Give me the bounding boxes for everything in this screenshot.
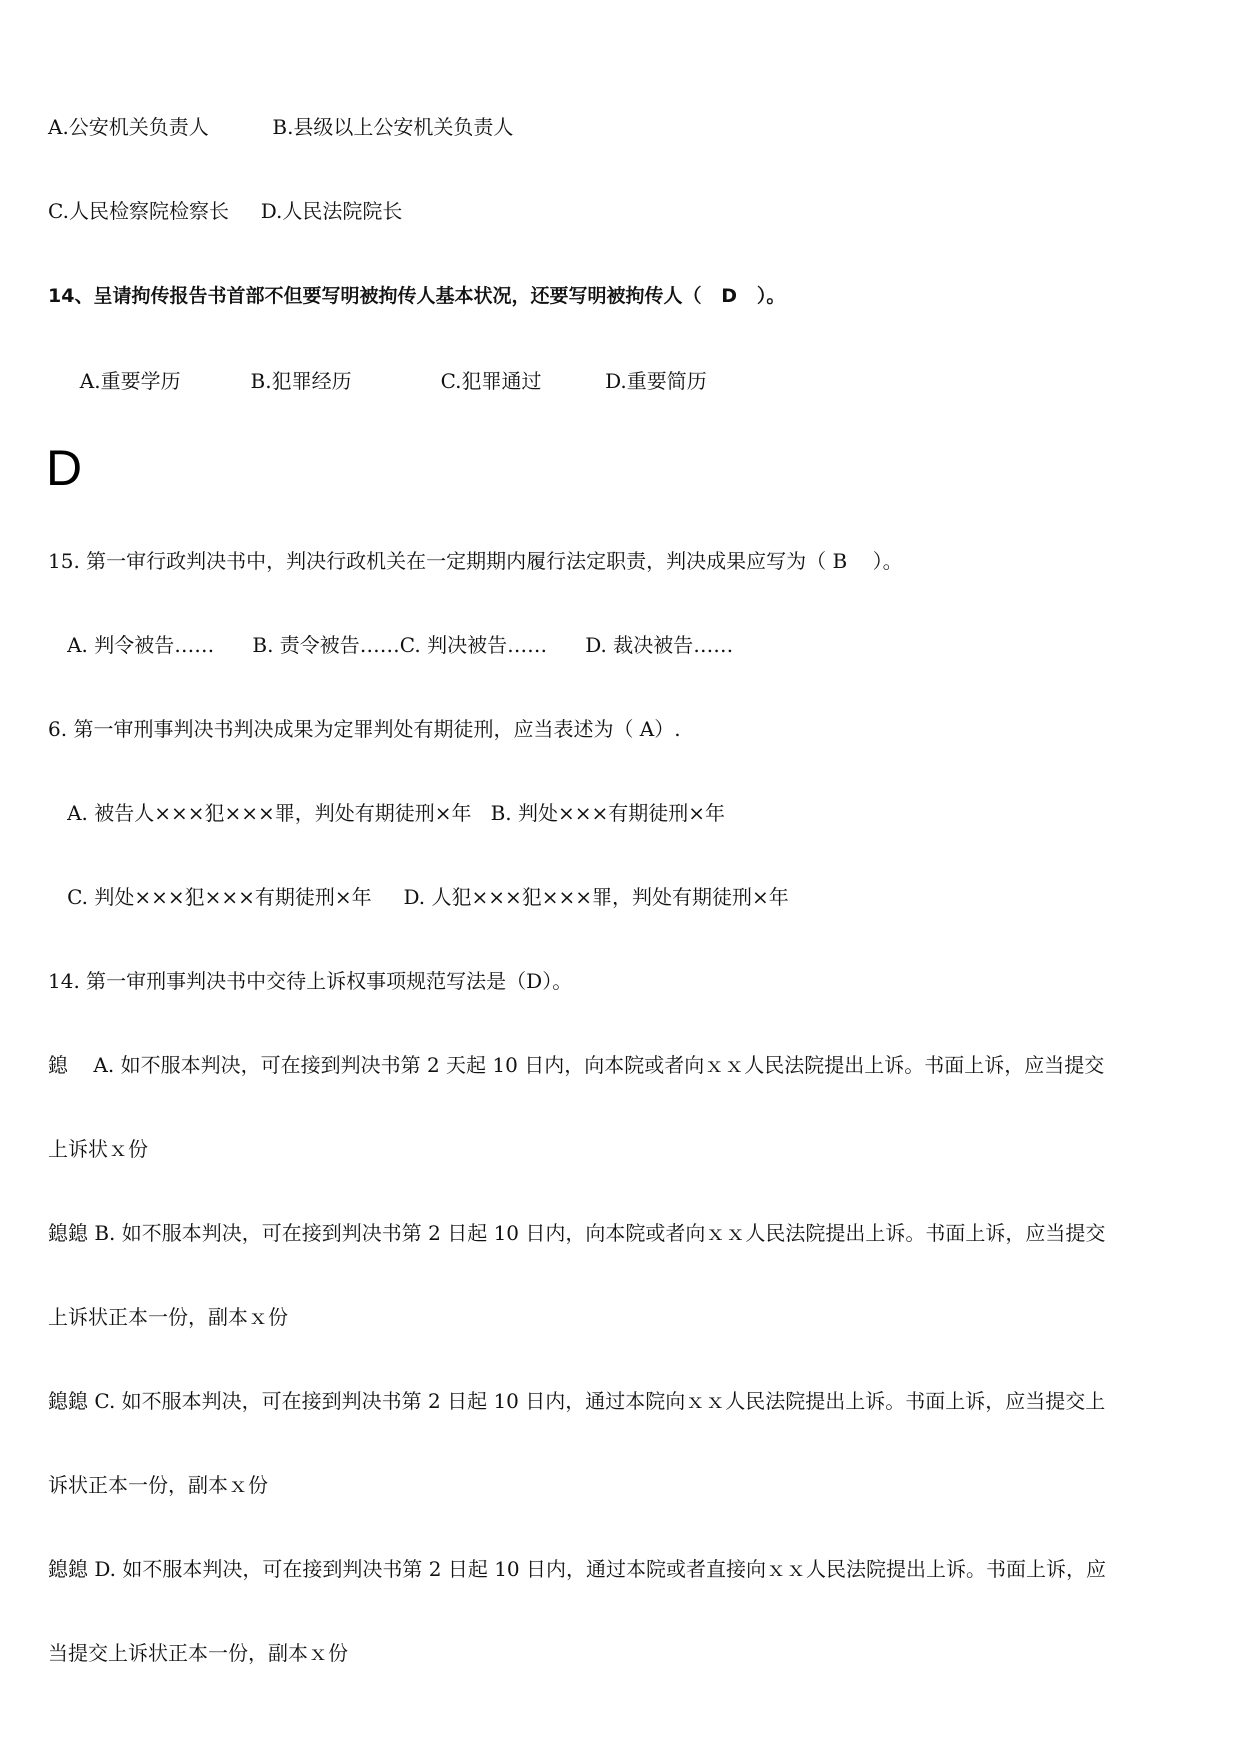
question-6: 6. 第一审刑事判决书判决成果为定罪判处有期徒刑，应当表述为（ A）. — [48, 717, 681, 741]
question-14-summons: 14、呈请拘传报告书首部不但要写明被拘传人基本状况，还要写明被拘传人（ D ）。 — [48, 285, 786, 307]
large-answer-letter: D — [46, 440, 83, 496]
option-b-line-2: 上诉状正本一份，副本ｘ份 — [48, 1305, 288, 1329]
q15-options: A. 判令被告…… B. 责令被告……C. 判决被告…… D. 裁决被告…… — [48, 633, 734, 657]
option-a-line-1: 鎴 A. 如不服本判决，可在接到判决书第 2 天起 10 日内，向本院或者向ｘｘ人民法院提出上诉。书面上诉，应当提交 — [48, 1053, 1105, 1077]
option-a-line-2: 上诉状ｘ份 — [48, 1137, 148, 1161]
option-c-line-1: 鎴鎴 C. 如不服本判决，可在接到判决书第 2 日起 10 日内，通过本院向ｘｘ人民法院提出上诉。书面上诉，应当提交上 — [48, 1389, 1106, 1413]
q13-options-cd: C.人民检察院检察长 D.人民法院院长 — [48, 199, 403, 223]
q6-options-cd: C. 判处×××犯×××有期徒刑×年 D. 人犯×××犯×××罪，判处有期徒刑×年 — [48, 885, 789, 909]
q6-options-ab: A. 被告人×××犯×××罪，判处有期徒刑×年 B. 判处×××有期徒刑×年 — [48, 801, 726, 825]
option-b-line-1: 鎴鎴 B. 如不服本判决，可在接到判决书第 2 日起 10 日内，向本院或者向ｘｘ人民法院提出上诉。书面上诉，应当提交 — [48, 1221, 1106, 1245]
question-15: 15. 第一审行政判决书中，判决行政机关在一定期期内履行法定职责，判决成果应写为（ B ）。 — [48, 549, 903, 573]
option-d-line-1: 鎴鎴 D. 如不服本判决，可在接到判决书第 2 日起 10 日内，通过本院或者直接向ｘｘ人民法院提出上诉。书面上诉，应 — [48, 1557, 1106, 1581]
q14-summons-options: A.重要学历 B.犯罪经历 C.犯罪通过 D.重要简历 — [48, 369, 707, 393]
option-d-line-2: 当提交上诉状正本一份，副本ｘ份 — [48, 1641, 348, 1665]
question-14-appeal: 14. 第一审刑事判决书中交待上诉权事项规范写法是（D）。 — [48, 969, 573, 993]
q13-options-ab: A.公安机关负责人 B.县级以上公安机关负责人 — [48, 115, 514, 139]
option-c-line-2: 诉状正本一份，副本ｘ份 — [48, 1473, 268, 1497]
